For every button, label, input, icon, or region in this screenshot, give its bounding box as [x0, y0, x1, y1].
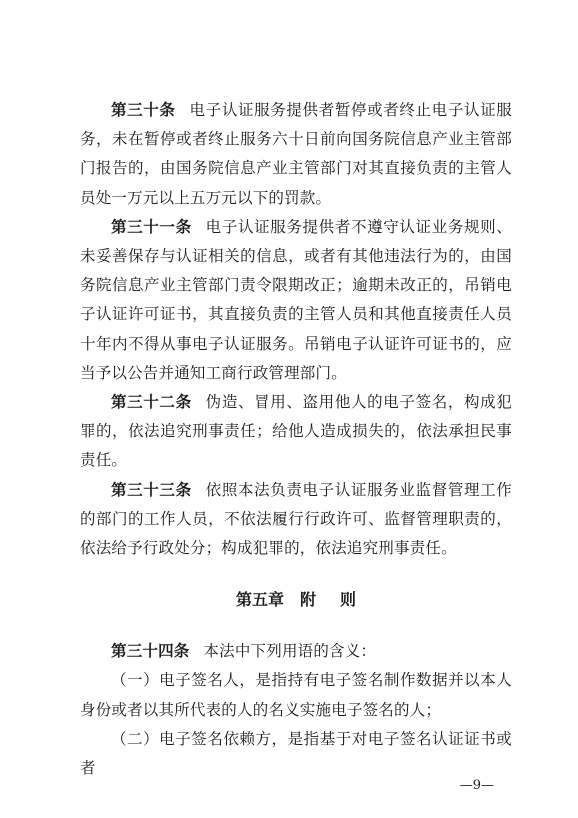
article-31 [80, 213, 512, 388]
body-text [80, 96, 512, 783]
article-text: 依照本法负责电子认证服务业监督管理工作的部门的工作人员，不依法履行行政许可、监督管理职责的，依法给予行政处分；构成犯罪的，依法追究刑事责任。 [80, 480, 512, 558]
article-number: 第三十条 [111, 101, 176, 119]
article-text: 本法中下列用语的含义： [203, 642, 377, 661]
chapter-heading [80, 585, 512, 615]
article-30 [80, 96, 512, 213]
article-text: 电子认证服务提供者暂停或者终止电子认证服务，未在暂停或者终止服务六十日前向国务院信息产业主管部门报告的，由国务院信息产业主管部门对其直接负责的主管人员处一万元以上五万元以下的罚款。 [80, 101, 512, 207]
article-number: 第三十三条 [111, 480, 192, 499]
chapter-title-part1: 附 [299, 590, 316, 610]
chapter-number: 第五章 [235, 590, 284, 610]
article-32 [80, 388, 512, 476]
article-number: 第三十四条 [111, 642, 190, 661]
article-34 [80, 637, 512, 666]
article-number: 第三十二条 [111, 393, 192, 412]
chapter-title-part2: 则 [340, 590, 357, 610]
article-text: 伪造、冒用、盗用他人的电子签名，构成犯罪的，依法追究刑事责任；给他人造成损失的，依法承担民事责任。 [80, 393, 512, 470]
article-33 [80, 476, 512, 564]
article-number: 第三十一条 [111, 217, 192, 236]
definition-item-1: （一）电子签名人，是指持有电子签名制作数据并以本人身份或者以其所代表的人的名义实施电子签名的人； [80, 671, 512, 719]
article-text: 电子认证服务提供者不遵守认证业务规则、未妥善保存与认证相关的信息，或者有其他违法行为的，由国务院信息产业主管部门责令限期改正；逾期未改正的，吊销电子认证许可证书，其直接负责的主管人员和其他直接责任人员十年内不得从事电子认证服务。吊销电子认证许可证书的，应当予以公告并通知工商行政管理部门。 [80, 217, 512, 382]
definition-item-2: （二）电子签名依赖方，是指基于对电子签名认证证书或者 [80, 729, 512, 778]
page-number: —9— [459, 778, 494, 793]
